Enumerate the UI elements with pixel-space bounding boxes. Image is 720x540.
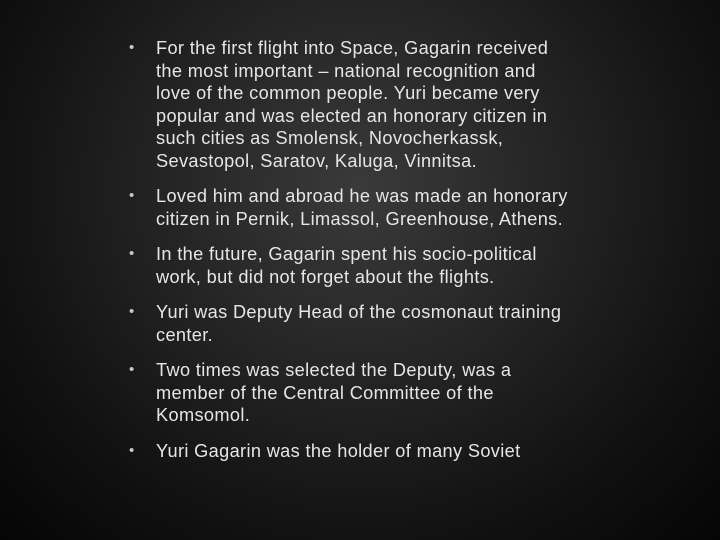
bullet-icon: • (129, 245, 135, 262)
bullet-item (122, 37, 572, 172)
bullet-text: Two times was selected the Deputy, was a member of the Central Committee of the Komsomol. (156, 360, 512, 425)
bullet-text: Yuri Gagarin was the holder of many Soviet (156, 440, 521, 461)
bullet-icon: • (129, 361, 135, 378)
bullet-item (122, 243, 572, 288)
bullet-list (122, 37, 572, 475)
bullet-icon: • (129, 187, 135, 204)
bullet-item (122, 440, 572, 463)
bullet-text: In the future, Gagarin spent his socio-political work, but did not forget about the flights. (156, 244, 537, 287)
bullet-item (122, 301, 572, 346)
bullet-item (122, 359, 572, 427)
bullet-text: Yuri was Deputy Head of the cosmonaut training center. (156, 302, 562, 345)
bullet-icon: • (129, 303, 135, 320)
bullet-icon: • (129, 39, 135, 56)
bullet-icon: • (129, 441, 135, 459)
bullet-text: For the first flight into Space, Gagarin received the most important – national recognition and love of the common people. Yuri became very popular and was elected an honorary citizen in such cities as Smolensk, Novocherkassk, Sevastopol, Saratov, Kaluga, Vinnitsa. (156, 38, 549, 171)
bullet-item (122, 185, 572, 230)
bullet-text: Loved him and abroad he was made an honorary citizen in Pernik, Limassol, Greenhouse, Athens. (156, 186, 568, 229)
